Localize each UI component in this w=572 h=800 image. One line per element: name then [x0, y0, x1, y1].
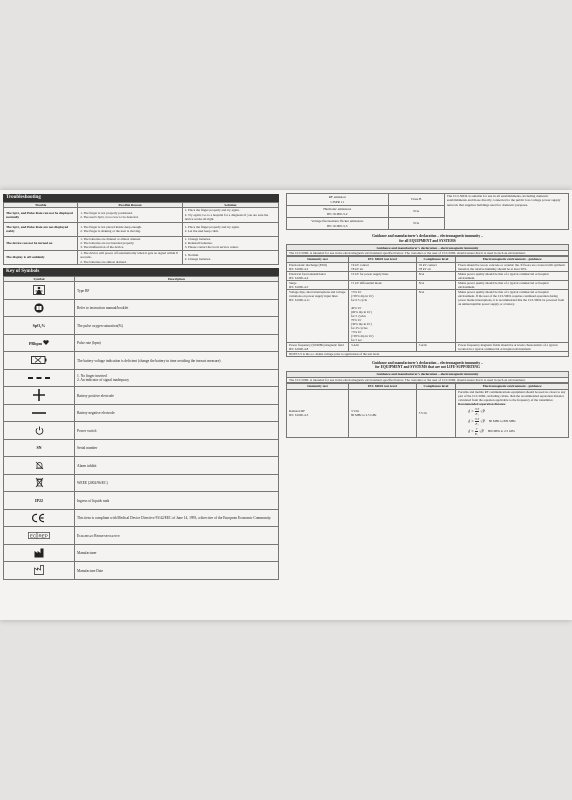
table-row: [4, 404, 279, 422]
symbol-description: This item is compliant with Medical Device Directive 93/42/EEC of June 14, 1993, a directive of the European Economic Community.: [75, 509, 279, 527]
reason-line: 1. The finger is not properly positioned.: [80, 210, 133, 215]
immunity-compliance: 3 A/m: [416, 342, 455, 351]
reason-line: 2. The finger is shaking or the user is moving.: [80, 229, 141, 234]
immunity-intro: The CCI-50DL is intended for use in the electromagnetic environment specified below. The customer or the user of CCI-50DL should assure that it is used in such an environment.: [286, 251, 569, 256]
table-row: [4, 250, 279, 264]
symbol-description: Power switch: [75, 422, 279, 440]
trouble-cell: The SpO₂ and Pulse Rate are not displayed stably: [4, 222, 78, 236]
immunity-test: Electrical fast transient/burst IEC 61000-4-4: [287, 271, 349, 280]
symbol-description: The pulse oxygen saturation(%): [75, 317, 279, 335]
solution-cell: [182, 222, 278, 236]
svg-text:EC: EC: [30, 532, 37, 538]
immunity-nls-subheading: Guidance and manufacturer's declaration – electromagnetic immunity: [286, 371, 569, 378]
reason-cell: [78, 236, 183, 250]
formula-numerator: 3.5: [474, 416, 480, 421]
table-row: [4, 282, 279, 300]
nls-guidance: [456, 389, 569, 437]
table-row: [4, 387, 279, 405]
formula-numerator: 3.5: [474, 406, 480, 411]
power-icon: [35, 426, 44, 435]
table-row: [4, 334, 279, 352]
formula-denominator: E₁: [475, 411, 479, 416]
weee-bin-icon: [35, 477, 44, 488]
col-description: Description: [75, 277, 279, 282]
symbol-text: SN: [36, 445, 42, 451]
formula-root: √P: [480, 408, 485, 414]
immunity-nls-heading: Guidance and manufacturer's declaration – electromagnetic immunity – for EQUIPMENT and SYSTEMS that are not LIFE-SUPPORTING: [372, 360, 483, 370]
reason-line: 2. The user's SpO₂ is too low to be detected.: [80, 215, 139, 220]
solution-line: 2. Let the user keep calm.: [184, 229, 219, 234]
symbol-cell: [4, 474, 75, 492]
description-line: 2. An indicator of signal inadequacy: [77, 378, 130, 383]
solution-line: 1. Place the finger properly and try again.: [184, 224, 240, 229]
reason-cell: [78, 250, 183, 264]
symbol-description: Refer to instruction manual/booklet: [75, 299, 279, 317]
immunity-subheading: Guidance and manufacturer's declaration – electromagnetic immunity: [286, 244, 569, 251]
formula-root: √P: [480, 418, 485, 424]
separation-formula: [468, 417, 566, 426]
immunity-guidance: Mains power quality should be that of a typical commercial or hospital environment.: [456, 271, 569, 280]
reason-line: 1. The finger is not placed inside deep enough.: [80, 224, 142, 229]
heart-icon: [43, 340, 49, 345]
table-row: [287, 342, 569, 351]
nls-compliance: 3 V/m: [416, 389, 455, 437]
symbol-text: IP22: [35, 497, 43, 503]
table-row: [4, 439, 279, 457]
immunity-test: Power frequency (50/60Hz) magnetic field IEC 61000-4-8: [287, 342, 349, 351]
table-row: [4, 474, 279, 492]
symbol-cell: [4, 422, 75, 440]
table-row: [4, 352, 279, 370]
plus-icon: [33, 389, 45, 401]
symbol-description: WEEE (2002/96/EC): [75, 474, 279, 492]
formula-range: 800 MHz to 2.5 GHz: [487, 429, 515, 434]
instruction-manual-icon: [34, 303, 44, 313]
manufacture-date-icon: [34, 565, 45, 575]
table-row: [4, 317, 279, 335]
symbol-cell: [4, 317, 75, 335]
table-row: [4, 492, 279, 510]
immunity-heading: Guidance and manufacturer's declaration – electromagnetic immunity – for all EQUIPMENT and SYSTEMS: [372, 234, 483, 243]
emission-test: Harmonic emissions IEC 61000-3-2: [287, 206, 389, 218]
reason-line: 1. The batteries are drained or almost drained.: [80, 236, 141, 241]
solution-line: 1. Place the finger properly and try again.: [184, 208, 240, 213]
immunity-nls-intro: The CCI-50DL is intended for use in the electromagnetic environment specified below. The customer or the user of CCI-50DL should assure that it is used in such an environment.: [286, 378, 569, 383]
symbol-description: [75, 369, 279, 387]
formula-denominator: E₁: [474, 431, 479, 436]
manufacturer-icon: [34, 548, 45, 558]
reason-line: 2. The batteries are not inserted properly.: [80, 241, 135, 246]
trouble-cell: The display is off suddenly: [4, 250, 78, 264]
reason-cell: [78, 208, 183, 222]
col-nls-immunity-test: Immunity test: [287, 384, 349, 389]
symbol-description: Manufacturer: [75, 544, 279, 562]
symbol-description: Battery positive electrode: [75, 387, 279, 405]
immunity-compliance: N/A: [416, 289, 455, 342]
solution-cell: [182, 236, 278, 250]
symbol-cell: [4, 387, 75, 405]
description-line: 1. No finger inserted: [77, 373, 107, 378]
minus-icon: [32, 411, 46, 415]
table-row: [4, 299, 279, 317]
col-nls-em-guidance: Electromagnetic environment - guidance: [456, 384, 569, 389]
formula-root: √P: [479, 428, 484, 434]
col-trouble: Trouble: [4, 203, 78, 208]
symbol-cell: [4, 404, 75, 422]
immunity-level: <5% Uт (>95% dip in Uт) for 0.5 cycle 40% Uт (60% dip in Uт) for 5 cycles 70% Uт (30% dip in Uт) for 25 cycles <5% Uт (>95% dip in Uт) for 5 sec: [349, 289, 417, 342]
formula-fraction: [475, 407, 479, 416]
emission-test: Voltage fluctuations/ flicker emissions IEC 61000-3-3: [287, 218, 389, 230]
symbol-cell: [4, 334, 75, 352]
nls-recommended-label: Recommended separation distance: [458, 401, 506, 406]
immunity-guidance: Mains power quality should be that of a typical commercial or hospital environment. If the user of the CCI-50DL requires continued operation during power mains interruptions, it is recommended that the CCI-50DL be powered from an uninterruptible power supply or a battery.: [456, 289, 569, 342]
ce-mark-icon: [31, 513, 47, 523]
immunity-level: ±1 kV differential mode: [349, 280, 417, 289]
symbol-cell: [4, 352, 75, 370]
symbol-cell: [4, 562, 75, 580]
symbol-description: Serial number: [75, 439, 279, 457]
table-row: [4, 544, 279, 562]
table-row: [287, 271, 569, 280]
col-immunity-test: Immunity test: [287, 257, 349, 262]
table-row: [287, 389, 569, 437]
table-row: [4, 457, 279, 475]
symbol-cell: [4, 544, 75, 562]
col-possible-reason: Possible Reason: [78, 203, 183, 208]
symbol-cell: [4, 509, 75, 527]
col-solution: Solution: [182, 203, 278, 208]
formula-lhs: d =: [468, 408, 474, 414]
battery-icon: [31, 356, 47, 364]
left-column: [3, 194, 279, 580]
emission-test: RF emission CISPR 11: [287, 194, 389, 206]
table-row: [287, 262, 569, 271]
formula-lhs: d =: [468, 428, 474, 434]
reason-line: 3. The malfunction of the device.: [80, 245, 125, 250]
col-test-level: IEC 60601 test level: [349, 257, 417, 262]
solution-line: 1. Change batteries.: [184, 236, 211, 241]
nls-level: 3 V/m 80 MHz to 2.5 GHz: [349, 389, 417, 437]
table-row: [4, 509, 279, 527]
table-row: [4, 369, 279, 387]
symbol-text: SpO₂%: [32, 322, 46, 328]
solution-cell: [182, 250, 278, 264]
symbol-text: PRbpm: [28, 341, 43, 347]
symbol-cell: [4, 439, 75, 457]
emissions-table: [286, 193, 569, 230]
emission-level: N/A: [388, 206, 444, 218]
immunity-nls-table: [286, 383, 569, 437]
symbol-cell: [4, 492, 75, 510]
ec-rep-icon: [28, 532, 50, 539]
immunity-compliance: ±6 kV contact ±8 kV air: [416, 262, 455, 271]
symbol-description: The battery voltage indication is deficient (change the battery in time avoiding the inexact measure): [75, 352, 279, 370]
col-em-guidance: Electromagnetic environment - guidance: [456, 257, 569, 262]
nls-test: Radiated RF IEC 61000-4-3: [287, 389, 349, 437]
trouble-cell: The SpO₂ and Pulse Rate can not be displayed normally: [4, 208, 78, 222]
emission-level: Class B: [388, 194, 444, 206]
symbol-cell: [4, 282, 75, 300]
immunity-level: 3 A/m: [349, 342, 417, 351]
symbol-description: Manufacture Date: [75, 562, 279, 580]
immunity-test: Surge IEC 61000-4-5: [287, 280, 349, 289]
col-nls-compliance-level: Compliance level: [416, 384, 455, 389]
formula-denominator: E₁: [475, 421, 479, 426]
reason-line: 1. The device will power off automatically when it gets no signal within 8 seconds.: [80, 250, 178, 260]
symbol-description: Battery negative electrode: [75, 404, 279, 422]
dashes-icon: [28, 376, 50, 380]
immunity-test: Electrostatic discharge (ESD) IEC 61000-4-2: [287, 262, 349, 271]
type-bf-icon: [33, 285, 45, 295]
solution-line: 3. Please contact the local service center.: [184, 245, 239, 250]
key-of-symbols-table: [3, 276, 279, 580]
immunity-level: ±2 kV for power supply lines: [349, 271, 417, 280]
col-nls-test-level: IEC 60601 test level: [349, 384, 417, 389]
symbol-description: European Representative: [75, 527, 279, 545]
separation-formula: [468, 427, 566, 436]
table-row: [287, 280, 569, 289]
solution-line: 1. Normal.: [184, 253, 199, 258]
col-compliance-level: Compliance level: [416, 257, 455, 262]
immunity-note: NOTE Uт is the a.c. mains voltage prior to application of the test level.: [286, 352, 569, 357]
alarm-inhibit-icon: [35, 461, 44, 470]
key-of-symbols-title: Key of Symbols: [3, 268, 279, 276]
emission-guidance: The CCI-50DL is suitable for use in all establishments, including domestic establishments and those directly connected to the public low-voltage power supply network that supplies buildings used for domestic purposes.: [444, 194, 568, 230]
table-row: [4, 208, 279, 222]
table-row: [287, 289, 569, 342]
col-symbol: Symbol: [4, 277, 75, 282]
symbol-description: Ingress of liquids rank: [75, 492, 279, 510]
symbol-description: Alarm inhibit: [75, 457, 279, 475]
formula-numerator: 7: [475, 426, 478, 431]
table-row: [4, 422, 279, 440]
trouble-cell: The device can not be turned on: [4, 236, 78, 250]
reason-line: 2. The batteries are almost drained.: [80, 259, 127, 264]
table-row: [4, 222, 279, 236]
table-row: [4, 527, 279, 545]
solution-line: 2. Reinstall batteries.: [184, 241, 213, 246]
solution-line: 2. Change batteries.: [184, 257, 211, 262]
formula-fraction: [475, 417, 479, 426]
table-row: [4, 236, 279, 250]
immunity-compliance: N/A: [416, 271, 455, 280]
symbol-cell: [4, 457, 75, 475]
symbol-cell: [4, 299, 75, 317]
troubleshooting-title: Troubleshooting: [3, 194, 279, 202]
svg-text:REP: REP: [38, 532, 48, 538]
formula-range: 80 MHz to 800 MHz: [488, 419, 516, 424]
troubleshooting-table: [3, 202, 279, 265]
separation-formula: [468, 407, 566, 416]
immunity-guidance: Mains power quality should be that of a typical commercial or hospital environment.: [456, 280, 569, 289]
symbol-description: Pulse rate (bpm): [75, 334, 279, 352]
table-row: [4, 562, 279, 580]
formula-fraction: [475, 427, 478, 436]
emission-level: N/A: [388, 218, 444, 230]
nls-guidance-text: Portable and mobile RF communications equipment should be used no closer to any part of the CCI-50DL, including cables, than the recommended separation distance calculated from the equation applicable to the frequency of the transmitter.: [458, 389, 566, 402]
formula-lhs: d =: [468, 418, 474, 424]
symbol-cell: [4, 527, 75, 545]
immunity-level: ±6 kV contact ±8 kV air: [349, 262, 417, 271]
immunity-test: Voltage dips, short interruptions and voltage variations on power supply input lines IEC 61000-4-11: [287, 289, 349, 342]
symbol-description: Type BF: [75, 282, 279, 300]
formula-list: [458, 407, 566, 436]
table-row: [287, 194, 569, 206]
immunity-compliance: N/A: [416, 280, 455, 289]
immunity-table: [286, 256, 569, 351]
solution-cell: [182, 208, 278, 222]
solution-line: 2. Try again; Go to a hospital for a diagnosis if you are sure the device works all right.: [184, 212, 269, 222]
immunity-guidance: Floors should be wood, concrete or ceramic tile. If floors are covered with synthetic material, the relative humidity should be at least 30%.: [456, 262, 569, 271]
symbol-cell: [4, 369, 75, 387]
immunity-guidance: Power frequency magnetic fields should be at levels characteristic of a typical location in a typical commercial or hospital environment.: [456, 342, 569, 351]
reason-cell: [78, 222, 183, 236]
right-column: [286, 193, 569, 438]
